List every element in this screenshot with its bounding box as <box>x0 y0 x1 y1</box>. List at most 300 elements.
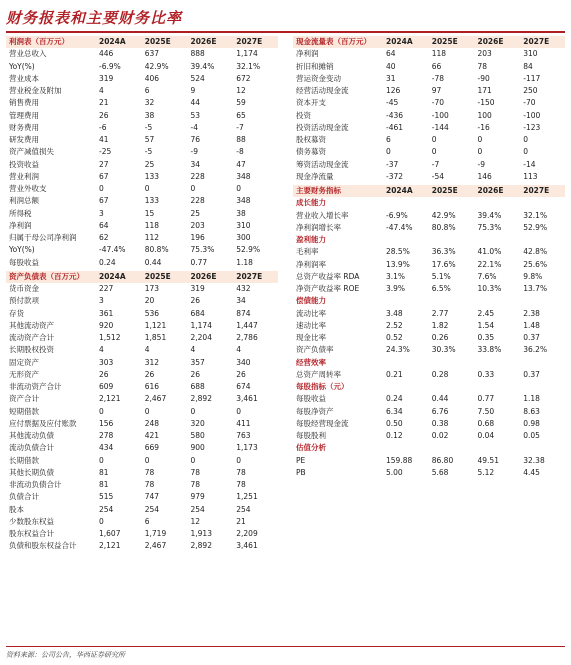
cell-value: 41.0% <box>477 247 502 257</box>
cell-value: 78 <box>236 480 246 489</box>
cell-value: 0.26 <box>431 333 449 342</box>
cell-value: 348 <box>236 196 251 206</box>
cell-value: 0.21 <box>386 369 403 379</box>
row-label: 每股收益 <box>9 257 39 267</box>
cell-value: -5 <box>144 122 153 132</box>
cell-value: 0.50 <box>386 418 403 428</box>
cell-value: -78 <box>431 73 444 83</box>
cell-value: 78 <box>477 61 488 71</box>
row-label: 毛利率 <box>296 247 319 257</box>
cell-value: 2025E <box>141 271 187 283</box>
cell-value: 1.18 <box>236 257 253 267</box>
cell-value: 156 <box>99 418 114 428</box>
cell-value: 421 <box>144 431 160 440</box>
cell-value: 310 <box>236 220 251 230</box>
cell-value: 44 <box>190 98 201 108</box>
table-row <box>293 159 565 171</box>
row-label: 净利润率 <box>296 259 326 269</box>
cell-value: 0.44 <box>144 257 162 267</box>
cell-value: 0 <box>477 147 483 157</box>
row-label: 资产减值损失 <box>9 147 54 157</box>
table-row <box>293 73 565 85</box>
row-label: 总资产周转率 <box>296 369 341 379</box>
row-label: 投资 <box>296 110 311 120</box>
cell-value: 42.9% <box>144 61 169 71</box>
cell-value: 0.24 <box>99 257 116 267</box>
cell-value: 2027E <box>519 185 565 197</box>
table-row <box>293 283 565 295</box>
cell-value: 25 <box>144 159 155 169</box>
financial-table <box>6 36 278 269</box>
cell-value: 12 <box>190 516 201 526</box>
row-label: 其他流动负债 <box>9 431 54 440</box>
cell-value: 22.1% <box>477 259 502 269</box>
cell-value: 2024A <box>95 36 141 48</box>
cell-value: 2,204 <box>190 333 212 342</box>
cell-value: 52.9% <box>236 245 261 255</box>
cell-value: 78 <box>144 480 155 489</box>
cell-value: 319 <box>190 284 205 293</box>
row-label: 每股经营现金流 <box>296 418 349 428</box>
cell-value: 67 <box>99 196 109 206</box>
cell-value: 1.48 <box>523 320 540 330</box>
cell-value: 13.9% <box>386 259 410 269</box>
cell-value: 2025E <box>141 36 187 48</box>
cell-value: 361 <box>99 308 114 318</box>
cell-value: 0 <box>236 406 242 416</box>
cell-value: 28.5% <box>386 247 410 257</box>
row-label: 非流动资产合计 <box>9 382 62 391</box>
cell-value: 254 <box>236 504 251 514</box>
table-row <box>6 73 278 85</box>
cell-value: 32 <box>144 98 155 108</box>
cell-value: 78 <box>190 467 201 477</box>
table-row <box>6 320 278 332</box>
cell-value: 26 <box>190 296 201 306</box>
cell-value: 25 <box>190 208 201 218</box>
cell-value: 53 <box>190 110 201 120</box>
cell-value: 1,173 <box>236 443 258 453</box>
cell-value: 674 <box>236 382 251 391</box>
cell-value: -100 <box>431 110 449 120</box>
row-label: 存货 <box>9 308 24 318</box>
row-label: 总资产收益率 RDA <box>296 271 360 281</box>
cell-value: 2,892 <box>190 394 212 404</box>
cell-value: 0.28 <box>431 369 449 379</box>
cell-value: 6 <box>386 135 391 144</box>
cell-value: 2024A <box>95 271 141 283</box>
cell-value: 0 <box>144 406 150 416</box>
cell-value: 112 <box>144 233 160 242</box>
row-label: 管理费用 <box>9 110 39 120</box>
cell-value: 1.54 <box>477 320 495 330</box>
row-label: 研发费用 <box>9 135 39 144</box>
cell-value: 2024A <box>382 36 428 48</box>
cell-value: 203 <box>190 220 205 230</box>
row-label: 资本开支 <box>296 98 326 108</box>
title-divider <box>6 31 565 33</box>
cell-value: 0.12 <box>386 431 403 440</box>
cell-value: 1,174 <box>236 49 258 59</box>
cell-value: 357 <box>190 357 205 367</box>
table-title: 主要财务指标 <box>293 185 382 197</box>
table-row <box>6 308 278 320</box>
cell-value: 12 <box>236 86 246 95</box>
cell-value: 2026E <box>187 36 233 48</box>
cell-value: -25 <box>99 147 112 157</box>
row-label: 现金比率 <box>296 333 326 342</box>
table-title: 资产负债表（百万元） <box>6 271 95 283</box>
cell-value: 2024A <box>382 185 428 197</box>
table-row <box>6 406 278 418</box>
row-label: 无形资产 <box>9 369 39 379</box>
section-title: 估值分析 <box>296 443 326 453</box>
row-label: 资产合计 <box>9 394 39 404</box>
cell-value: -8 <box>236 147 244 157</box>
section-title: 盈利能力 <box>296 235 326 244</box>
cell-value: 0 <box>99 406 104 416</box>
cell-value: 36.2% <box>523 345 548 355</box>
cell-value: 1,447 <box>236 320 258 330</box>
cell-value: 616 <box>144 382 160 391</box>
cell-value: 4 <box>99 86 104 95</box>
cell-value: 310 <box>523 49 538 59</box>
cell-value: 159.88 <box>386 455 413 465</box>
cell-value: 672 <box>236 73 251 83</box>
cell-value: 319 <box>99 73 114 83</box>
row-label: 其他长期负债 <box>9 467 54 477</box>
cell-value: 78 <box>236 467 246 477</box>
cell-value: 2,467 <box>144 394 167 404</box>
row-label: 净资产收益率 ROE <box>296 284 360 293</box>
table-header-row <box>6 271 278 283</box>
section-title: 成长能力 <box>296 198 326 208</box>
cell-value: 2,892 <box>190 541 212 551</box>
cell-value: 5.68 <box>431 467 449 477</box>
cell-value: 0 <box>99 455 104 465</box>
cell-value: 2025E <box>428 36 474 48</box>
cell-value: 21 <box>99 98 109 108</box>
section-row <box>293 357 565 369</box>
row-label: 股东权益合计 <box>9 529 54 538</box>
row-label: 投资收益 <box>9 159 39 169</box>
row-label: 营业税金及附加 <box>9 86 62 95</box>
cell-value: 75.3% <box>190 245 215 255</box>
row-label: 所得税 <box>9 208 32 218</box>
table-row <box>6 540 278 552</box>
table-row <box>6 418 278 430</box>
cell-value: 0.98 <box>523 418 540 428</box>
cell-value: 59 <box>236 98 246 108</box>
cell-value: 312 <box>144 357 160 367</box>
table-row <box>293 467 565 479</box>
table-row <box>293 146 565 158</box>
cell-value: -45 <box>386 98 399 108</box>
row-label: 资产负债率 <box>296 345 334 355</box>
cell-value: -47.4% <box>386 222 413 232</box>
table-row <box>293 134 565 146</box>
cell-value: 41 <box>99 135 109 144</box>
table-row <box>6 283 278 295</box>
section-row <box>293 234 565 246</box>
cell-value: 228 <box>190 196 205 206</box>
table-row <box>293 210 565 222</box>
table-row <box>6 171 278 183</box>
cell-value: 36.3% <box>431 247 456 257</box>
row-label: 负债和股东权益合计 <box>9 541 77 551</box>
bottom-divider <box>6 646 565 647</box>
row-label: 经营活动现金流 <box>296 86 349 95</box>
cell-value: 26 <box>99 369 109 379</box>
cell-value: 0 <box>431 135 437 144</box>
cell-value: 34 <box>236 296 246 306</box>
cell-value: 278 <box>99 431 114 440</box>
cell-value: 5.00 <box>386 467 403 477</box>
table-row <box>6 393 278 405</box>
cell-value: 13.7% <box>523 284 548 293</box>
cell-value: 86.80 <box>431 455 454 465</box>
table-row <box>6 122 278 134</box>
cell-value: 64 <box>386 49 396 59</box>
cell-value: 7.6% <box>477 271 497 281</box>
cell-value: 57 <box>144 135 155 144</box>
cell-value: 32.1% <box>523 210 548 220</box>
cell-value: 1,913 <box>190 529 212 538</box>
cell-value: -123 <box>523 122 541 132</box>
row-label: 财务费用 <box>9 122 39 132</box>
cell-value: 0.52 <box>386 333 403 342</box>
cell-value: 30.3% <box>431 345 456 355</box>
cell-value: 228 <box>190 171 205 181</box>
table-header-row <box>293 36 565 48</box>
cell-value: 688 <box>190 382 205 391</box>
row-label: 流动负债合计 <box>9 443 54 453</box>
table-row <box>293 97 565 109</box>
cell-value: 42.8% <box>523 247 548 257</box>
section-row <box>293 295 565 307</box>
row-label: 固定资产 <box>9 357 39 367</box>
cell-value: 4.45 <box>523 467 540 477</box>
cell-value: 0.68 <box>477 418 495 428</box>
cell-value: 580 <box>190 431 205 440</box>
cell-value: 113 <box>523 171 538 181</box>
cell-value: -144 <box>431 122 449 132</box>
cell-value: 6.76 <box>431 406 449 416</box>
cell-value: 2,121 <box>99 541 121 551</box>
cell-value: 31 <box>386 73 396 83</box>
cell-value: 979 <box>190 492 205 502</box>
row-label: 营运资金变动 <box>296 73 341 83</box>
cell-value: 0 <box>144 184 150 193</box>
row-label: 归属于母公司净利润 <box>9 233 77 242</box>
row-label: 流动资产合计 <box>9 333 54 342</box>
cell-value: 227 <box>99 284 114 293</box>
table-row <box>293 332 565 344</box>
cell-value: 80.8% <box>431 222 456 232</box>
cell-value: 146 <box>477 171 492 181</box>
table-row <box>6 244 278 256</box>
cell-value: 81 <box>99 467 109 477</box>
table-row <box>6 479 278 491</box>
table-row <box>293 271 565 283</box>
table-header-row <box>6 36 278 48</box>
cell-value: -37 <box>386 159 399 169</box>
row-label: 营业收入增长率 <box>296 210 349 220</box>
cell-value: 6.5% <box>431 284 451 293</box>
row-label: 长期借款 <box>9 455 39 465</box>
cell-value: 3.1% <box>386 271 406 281</box>
cell-value: 6 <box>144 516 150 526</box>
table-row <box>293 122 565 134</box>
cell-value: -7 <box>431 159 440 169</box>
table-row <box>293 171 565 183</box>
row-label: 速动比率 <box>296 320 326 330</box>
cell-value: 64 <box>99 220 109 230</box>
cell-value: 173 <box>144 284 160 293</box>
financial-table <box>293 185 565 479</box>
cell-value: -6 <box>99 122 107 132</box>
cell-value: 340 <box>236 357 251 367</box>
table-row <box>293 85 565 97</box>
table-row <box>6 195 278 207</box>
cell-value: -5 <box>144 147 153 157</box>
left-column <box>6 36 278 555</box>
cell-value: 2.38 <box>523 308 540 318</box>
cell-value: 3 <box>99 296 104 306</box>
cell-value: 0 <box>477 135 483 144</box>
cell-value: 515 <box>99 492 114 502</box>
row-label: 少数股东权益 <box>9 516 54 526</box>
table-row <box>293 61 565 73</box>
cell-value: 2,467 <box>144 541 167 551</box>
row-label: 现金净流量 <box>296 171 334 181</box>
table-row <box>6 159 278 171</box>
cell-value: 684 <box>190 308 205 318</box>
cell-value: 2,786 <box>236 333 258 342</box>
table-row <box>293 320 565 332</box>
cell-value: -9 <box>477 159 485 169</box>
cell-value: 4 <box>190 345 196 355</box>
cell-value: -70 <box>523 98 536 108</box>
cell-value: 9.8% <box>523 271 543 281</box>
cell-value: -6.9% <box>99 61 121 71</box>
row-label: 销售费用 <box>9 98 39 108</box>
cell-value: 432 <box>236 284 251 293</box>
cell-value: 2026E <box>187 271 233 283</box>
cell-value: 320 <box>190 418 205 428</box>
row-label: 非流动负债合计 <box>9 480 62 489</box>
financial-table <box>293 36 565 183</box>
cell-value: 4 <box>144 345 150 355</box>
row-label: 利润总额 <box>9 196 39 206</box>
table-row <box>293 369 565 381</box>
cell-value: 0 <box>236 184 242 193</box>
cell-value: -4 <box>190 122 198 132</box>
row-label: 负债合计 <box>9 492 39 502</box>
cell-value: 536 <box>144 308 160 318</box>
table-row <box>6 183 278 195</box>
row-label: PE <box>296 455 306 465</box>
cell-value: 1,174 <box>190 320 212 330</box>
cell-value: 78 <box>190 480 201 489</box>
cell-value: 0.38 <box>431 418 449 428</box>
cell-value: 3,461 <box>236 541 258 551</box>
cell-value: 1,121 <box>144 320 167 330</box>
section-row <box>293 197 565 209</box>
row-label: YoY(%) <box>9 245 35 255</box>
cell-value: 2,121 <box>99 394 121 404</box>
cell-value: 84 <box>523 61 533 71</box>
cell-value: 0 <box>99 184 104 193</box>
table-row <box>293 455 565 467</box>
row-label: 货币资金 <box>9 284 39 293</box>
cell-value: 5.12 <box>477 467 495 477</box>
cell-value: 0.77 <box>190 257 208 267</box>
table-row <box>293 418 565 430</box>
cell-value: 0 <box>190 455 196 465</box>
row-label: 股本 <box>9 504 24 514</box>
cell-value: 250 <box>523 86 538 95</box>
section-title: 偿债能力 <box>296 296 326 306</box>
cell-value: 3.9% <box>386 284 406 293</box>
cell-value: 0 <box>190 184 196 193</box>
cell-value: 52.9% <box>523 222 548 232</box>
table-row <box>6 295 278 307</box>
cell-value: 3,461 <box>236 394 258 404</box>
page-title: 财务报表和主要财务比率 <box>6 9 183 27</box>
cell-value: 6 <box>144 86 150 95</box>
cell-value: 67 <box>99 171 109 181</box>
cell-value: 0.24 <box>386 394 403 404</box>
cell-value: -372 <box>386 171 404 181</box>
table-title: 利润表（百万元） <box>6 36 95 48</box>
cell-value: 348 <box>236 171 251 181</box>
cell-value: 26 <box>236 369 246 379</box>
cell-value: 406 <box>144 73 160 83</box>
cell-value: -150 <box>477 98 495 108</box>
cell-value: 15 <box>144 208 155 218</box>
cell-value: 32.38 <box>523 455 545 465</box>
table-row <box>6 491 278 503</box>
cell-value: 2027E <box>519 36 565 48</box>
table-row <box>293 48 565 60</box>
table-row <box>293 110 565 122</box>
cell-value: 97 <box>431 86 442 95</box>
cell-value: 0 <box>99 516 104 526</box>
table-row <box>293 246 565 258</box>
source-note: 资料来源：公司公告，华西证券研究所 <box>6 651 125 659</box>
table-row <box>293 222 565 234</box>
cell-value: -436 <box>386 110 404 120</box>
right-column <box>293 36 565 481</box>
cell-value: 0.02 <box>431 431 449 440</box>
section-row <box>293 381 565 393</box>
cell-value: 26 <box>99 110 109 120</box>
cell-value: -100 <box>523 110 541 120</box>
row-label: 营业成本 <box>9 73 39 83</box>
cell-value: 26 <box>144 369 155 379</box>
cell-value: -47.4% <box>99 245 126 255</box>
cell-value: 2025E <box>428 185 474 197</box>
cell-value: 26 <box>190 369 201 379</box>
cell-value: 1,719 <box>144 529 167 538</box>
cell-value: 47 <box>236 159 246 169</box>
cell-value: 303 <box>99 357 114 367</box>
cell-value: 24.3% <box>386 345 410 355</box>
row-label: 债务募资 <box>296 147 326 157</box>
cell-value: 49.51 <box>477 455 499 465</box>
row-label: PB <box>296 467 306 477</box>
